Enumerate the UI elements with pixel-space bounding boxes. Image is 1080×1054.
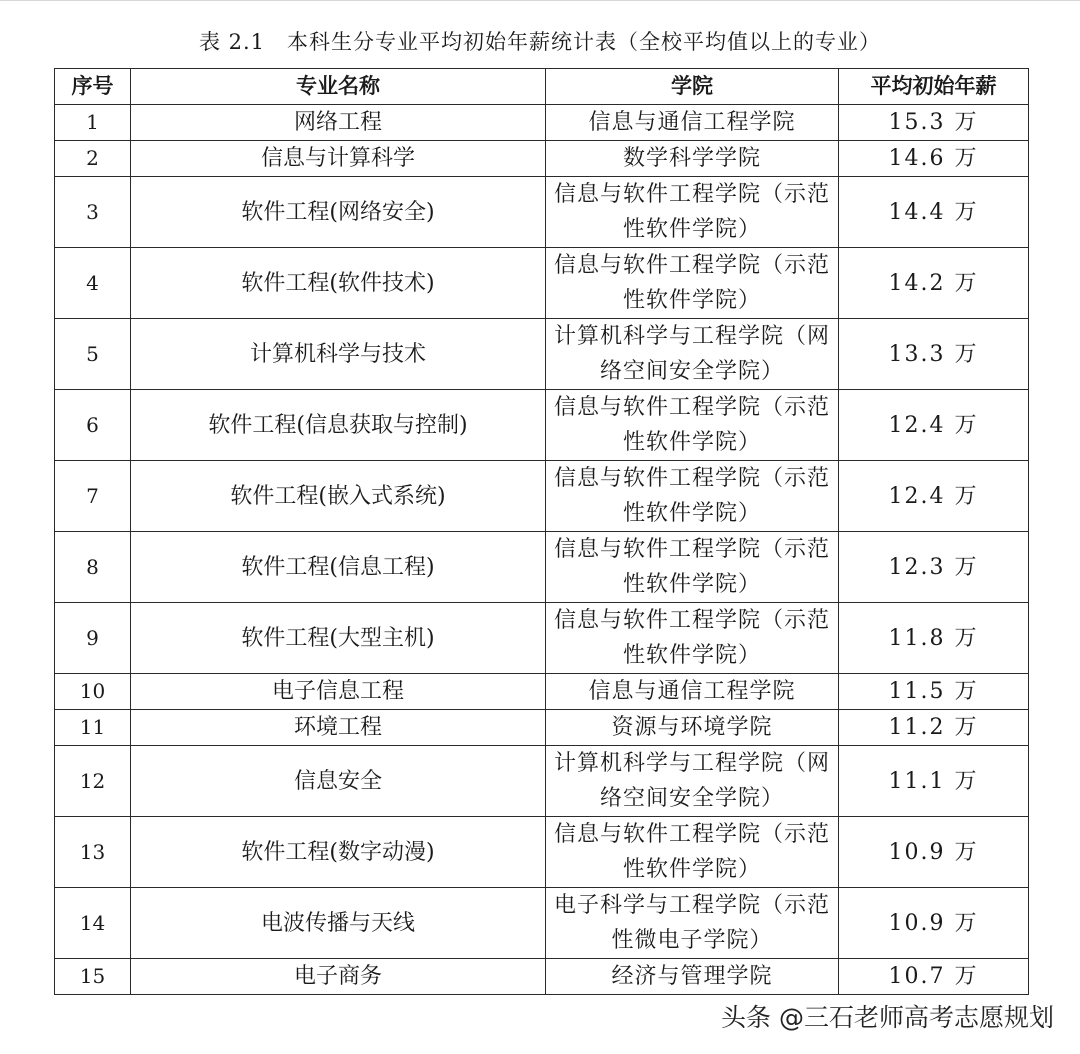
cell-seq: 13 xyxy=(55,817,131,888)
header-salary: 平均初始年薪 xyxy=(839,69,1029,105)
table-caption xyxy=(0,26,1080,56)
cell-salary: 10.7 万 xyxy=(839,959,1029,995)
cell-seq: 12 xyxy=(55,746,131,817)
table-row xyxy=(55,603,1029,674)
cell-college: 资源与环境学院 xyxy=(546,710,839,746)
cell-salary: 13.3 万 xyxy=(839,319,1029,390)
cell-salary: 10.9 万 xyxy=(839,888,1029,959)
cell-salary: 11.8 万 xyxy=(839,603,1029,674)
cell-college: 信息与软件工程学院（示范性软件学院） xyxy=(546,532,839,603)
cell-college: 经济与管理学院 xyxy=(546,959,839,995)
cell-salary: 12.4 万 xyxy=(839,390,1029,461)
cell-college: 信息与软件工程学院（示范性软件学院） xyxy=(546,248,839,319)
cell-salary: 12.4 万 xyxy=(839,461,1029,532)
cell-salary: 10.9 万 xyxy=(839,817,1029,888)
cell-major: 网络工程 xyxy=(131,105,546,141)
cell-seq: 10 xyxy=(55,674,131,710)
cell-college: 电子科学与工程学院（示范性微电子学院） xyxy=(546,888,839,959)
cell-seq: 14 xyxy=(55,888,131,959)
cell-salary: 15.3 万 xyxy=(839,105,1029,141)
cell-college: 信息与软件工程学院（示范性软件学院） xyxy=(546,390,839,461)
table-row xyxy=(55,817,1029,888)
cell-college: 数学科学学院 xyxy=(546,141,839,177)
header-major: 专业名称 xyxy=(131,69,546,105)
cell-seq: 2 xyxy=(55,141,131,177)
cell-major: 环境工程 xyxy=(131,710,546,746)
cell-major: 软件工程(网络安全) xyxy=(131,177,546,248)
cell-major: 软件工程(大型主机) xyxy=(131,603,546,674)
cell-major: 软件工程(信息获取与控制) xyxy=(131,390,546,461)
cell-major: 计算机科学与技术 xyxy=(131,319,546,390)
table-row xyxy=(55,390,1029,461)
cell-seq: 1 xyxy=(55,105,131,141)
table-row xyxy=(55,141,1029,177)
table-row xyxy=(55,177,1029,248)
table-row xyxy=(55,248,1029,319)
table-row xyxy=(55,746,1029,817)
cell-seq: 5 xyxy=(55,319,131,390)
cell-salary: 14.4 万 xyxy=(839,177,1029,248)
cell-college: 信息与软件工程学院（示范性软件学院） xyxy=(546,603,839,674)
cell-seq: 8 xyxy=(55,532,131,603)
table-row xyxy=(55,959,1029,995)
cell-college: 信息与软件工程学院（示范性软件学院） xyxy=(546,817,839,888)
cell-major: 信息与计算科学 xyxy=(131,141,546,177)
salary-table xyxy=(54,68,1029,995)
cell-college: 计算机科学与工程学院（网络空间安全学院） xyxy=(546,319,839,390)
header-college: 学院 xyxy=(546,69,839,105)
cell-college: 信息与软件工程学院（示范性软件学院） xyxy=(546,177,839,248)
table-title: 本科生分专业平均初始年薪统计表（全校平均值以上的专业） xyxy=(287,30,882,54)
cell-major: 电波传播与天线 xyxy=(131,888,546,959)
table-row xyxy=(55,710,1029,746)
header-seq: 序号 xyxy=(55,69,131,105)
cell-seq: 4 xyxy=(55,248,131,319)
cell-seq: 7 xyxy=(55,461,131,532)
table-row xyxy=(55,888,1029,959)
cell-salary: 12.3 万 xyxy=(839,532,1029,603)
table-row xyxy=(55,532,1029,603)
table-row xyxy=(55,105,1029,141)
cell-major: 软件工程(信息工程) xyxy=(131,532,546,603)
cell-college: 信息与软件工程学院（示范性软件学院） xyxy=(546,461,839,532)
table-number: 表 2.1 xyxy=(198,30,266,54)
cell-salary: 11.2 万 xyxy=(839,710,1029,746)
table-row xyxy=(55,319,1029,390)
cell-major: 电子商务 xyxy=(131,959,546,995)
cell-college: 计算机科学与工程学院（网络空间安全学院） xyxy=(546,746,839,817)
cell-salary: 14.6 万 xyxy=(839,141,1029,177)
cell-major: 电子信息工程 xyxy=(131,674,546,710)
cell-major: 信息安全 xyxy=(131,746,546,817)
cell-seq: 3 xyxy=(55,177,131,248)
table-row xyxy=(55,461,1029,532)
top-divider xyxy=(0,0,1080,1)
cell-major: 软件工程(数字动漫) xyxy=(131,817,546,888)
cell-salary: 14.2 万 xyxy=(839,248,1029,319)
cell-college: 信息与通信工程学院 xyxy=(546,674,839,710)
cell-seq: 9 xyxy=(55,603,131,674)
cell-major: 软件工程(软件技术) xyxy=(131,248,546,319)
cell-seq: 15 xyxy=(55,959,131,995)
cell-seq: 11 xyxy=(55,710,131,746)
cell-salary: 11.5 万 xyxy=(839,674,1029,710)
cell-college: 信息与通信工程学院 xyxy=(546,105,839,141)
source-watermark: 头条 @三石老师高考志愿规划 xyxy=(721,1003,1054,1032)
cell-seq: 6 xyxy=(55,390,131,461)
cell-major: 软件工程(嵌入式系统) xyxy=(131,461,546,532)
cell-salary: 11.1 万 xyxy=(839,746,1029,817)
table-header-row xyxy=(55,69,1029,105)
table-row xyxy=(55,674,1029,710)
